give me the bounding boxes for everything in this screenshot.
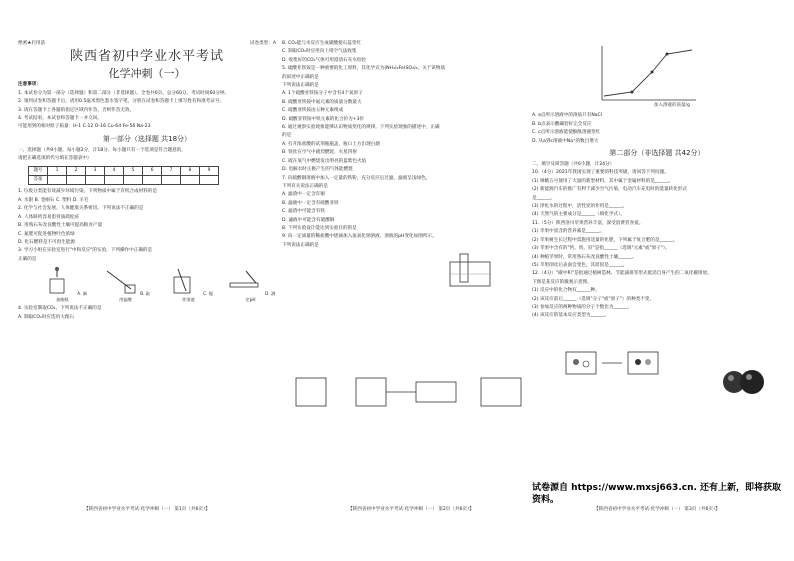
question-line: 的叙述中正确的是 [282,74,319,80]
question-line: (3) 苹果中含有的"钙、铁、锌"是指______（选填"元素"或"原子"）。 [532,246,670,252]
answer-cell[interactable] [181,176,200,185]
secret-label: 绝密★启用前 [18,41,46,46]
question-line: 二、填空及简答题（共6小题，计24分） [532,162,615,168]
answer-cell[interactable] [200,176,219,185]
question-line: (4) 天然气的主要成分是______（填化学式）。 [532,212,625,218]
question-line: (5) 苹果削皮后表面会变色，其原因是______。 [532,262,628,268]
answer-cell: 3 [86,166,105,175]
question-line: D. 硫酸亚铁铵中铁元素的化合价为+3价 [282,116,365,122]
page-1 [18,40,276,516]
exp-b-label: B. 取用盐酸 [119,291,150,303]
exam-title: 陕西省初中学业水平考试 [69,49,224,65]
question-line: 8. 下列实验设计能达到实验目的的是 [282,225,357,231]
apple-icon [720,366,768,396]
question-line: 9. 向一定质量的稀盐酸中逐滴加入氢氧化钠溶液，溶液的pH变化如图所示。 [282,234,437,240]
header-line [18,40,276,48]
question-line: (4) 种植苹果时，常用熟石灰改良酸性土壤______。 [532,254,637,260]
page-2 [282,40,540,516]
question-line: 1. 垃圾分类能有效减少环境污染。下列物质中属于有机合成材料的是 [18,189,158,195]
answer-cell: 5 [124,166,143,175]
question-line: B. 用熟石灰改良酸性土壤可提高粮食产量 [18,223,103,229]
page-3 [532,40,782,516]
answer-cell: 9 [200,166,219,175]
question-line: 2. 化学与社会发展、人体健康关系密切。下列说法不正确的是 [18,206,144,212]
question-line: 下图是某反应的微观示意图。 [532,279,592,285]
question-line: (2) 苹果树生长过程中需施用适量的化肥，下列属于复合肥的是______。 [532,237,678,243]
note-line: 3. 请在答题卡上各题的指定区域内作答，否则作答无效。 [18,107,135,113]
question-line: (1) 反应中的化合物有______种。 [532,288,600,294]
question-4 [18,305,276,322]
option-line: D. 从a到c溶液中Na⁺的数目增大 [532,138,599,144]
answer-cell[interactable] [67,176,86,185]
option-line: B. b点表示酸碱恰好完全反应 [532,121,592,127]
question-line: A. 水银 B. 金刚石 C. 塑料 D. 羊毛 [18,197,89,203]
paper-type: 试卷类型：A [249,41,276,46]
answer-cell[interactable] [162,176,181,185]
answer-cell[interactable]: 答案 [29,176,48,185]
question-line: B. CO₂能与水反应生成碳酸使石蕊变红 [282,41,362,46]
dropper-beaker-icon [38,267,76,295]
question-line: C. 硫在氧气中燃烧发出明亮的蓝紫色火焰 [282,158,367,164]
ph-paper-icon [226,267,264,295]
part1-description [18,147,276,164]
beaker-apparatus-icon [442,250,502,290]
question-line: A. 打开浓盐酸的试剂瓶瓶盖，瓶口上方出现白烟 [282,141,380,147]
question-line: (2) 该反应前后______（选填"分子"或"原子"）的种类不变。 [532,296,655,302]
option-line: C. c点所示溶液能使酚酞溶液变红 [532,130,601,136]
question-9-options [532,112,782,146]
question-line: 的是 [282,133,292,139]
question-line: A. 滤渣中一定含有铜 [282,192,325,198]
part2-heading: 第二部分（非选择题 共42分） [609,149,705,158]
question-line: 5. 硫酸亚铁铵是一种重要的化工原料，其化学式为(NH₄)₂Fe(SO₄)₂。关于该物质 [282,66,446,72]
pipette-icon [101,267,139,295]
answer-cell[interactable] [86,176,105,185]
note-line: 1. 本试卷分为第一部分（选择题）和第二部分（非选择题）。全卷共6页，总分60分。考试时间60分钟。 [18,90,230,96]
note-line: 可能用到的相对原子质量：H-1 C-12 O-16 Cu-64 Fe-56 Na-23 [18,124,151,130]
question-line: D. 收集好的CO₂气体可用澄清石灰水检验 [282,57,367,63]
footer-page-2: 【陕西省初中学业水平考试·化学冲刺（一） 第2页（共6页）】 [348,506,474,512]
question-line: 下列说法正确的是 [282,83,319,89]
questions-1-3 [18,188,276,264]
chart-x-label: 加入溶液的质量/g [654,103,690,108]
answer-cell[interactable] [143,176,162,185]
exp-d-label: D. 测定pH [245,291,276,303]
question-line: C. 硫酸亚铁铵由五种元素组成 [282,108,344,114]
questions-4-9 [282,40,540,250]
stirring-beaker-icon [164,267,202,295]
answer-cell[interactable] [124,176,143,185]
exp-d [225,267,276,303]
notes-list [18,90,276,132]
question-line: 3. 学习小组在实验室进行"中和反应"的实验，下列操作中正确的是 [18,248,153,254]
answer-cell: 4 [105,166,124,175]
part1-desc-line: 一、选择题（共9小题，每小题2分，计18分。每小题只有一个选项是符合题意的， [18,147,186,153]
notes-title: 注意事项： [18,82,41,88]
answer-cell: 题号 [29,166,48,175]
question-line: 下列说法正确的是 [282,242,319,248]
part1-heading: 第一部分（选择题 共18分） [102,134,192,143]
exp-b [99,267,152,303]
answer-cell: 2 [67,166,86,175]
answer-cell[interactable] [105,176,124,185]
question-line: B. 铁丝在空气中剧烈燃烧，火星四射 [282,150,357,156]
note-line: 4. 考试结束，本试卷和答题卡一并交回。 [18,116,102,122]
answer-cell: 1 [48,166,67,175]
question-line: A. 制取CO₂时应选用大理石 [18,314,74,320]
question-line: D. 电解水时正极产生的气体能燃烧 [282,167,353,173]
exp-c [162,267,215,303]
question-line: C. 氮肥可促进植物叶色浓绿 [18,231,75,237]
exp-c-label: C. 搅拌溶液 [182,291,213,303]
molecular-diagram [562,348,712,378]
question-line: C. 滤渣中可能含有铁 [282,209,325,215]
answer-table [28,166,219,186]
question-line: B. 滤液中一定含有硫酸亚铁 [282,200,339,206]
question-line: B. 硫酸亚铁铵中氮元素的质量分数最大 [282,99,362,105]
question-line: (3) 参加反应的两种物质的分子个数比为______。 [532,304,632,310]
part1-desc-line: 请把正确选项的代号填在答题表中） [18,156,92,162]
note-line: 2. 领到试卷和答题卡后，请用0.5毫米黑色墨水签字笔，分别在试卷和答题卡上填写姓名和准考证号。 [18,99,225,105]
question-line: C. 制取CO₂时应用向上排空气法收集 [282,49,357,55]
answer-cell: 7 [162,166,181,175]
question-line: 12.（4分）"碳中和"是指通过植树造林、节能减排等形式抵消自身产生的二氧化碳排放。 [532,271,712,277]
question-line: 7. 向硫酸铜溶液中加入一定量的铁粉，充分反应后过滤，滤液呈浅绿色。 [282,175,431,181]
exam-subtitle: 化学冲刺（一） [108,67,186,81]
question-line: 4. 实验室制取CO₂，下列说法不正确的是 [18,306,102,312]
answer-table-header [29,166,219,175]
answer-cell: 8 [181,166,200,175]
answer-table-answers [29,176,219,185]
experiment-design-figures [286,372,536,414]
question-line: D. 化石燃料是不可再生能源 [18,239,75,245]
part2-questions [532,161,782,321]
question-line: 正确的是 [18,256,37,262]
experiment-figures [36,267,276,303]
question-line: D. 滤液中可能含有硫酸铜 [282,217,335,223]
question-line: (3) 净化水的过程中，活性炭的作用是______。 [532,204,628,210]
footer-page-3: 【陕西省初中学业水平考试·化学冲刺（一） 第3页（共6页）】 [594,506,720,512]
question-line: (4) 该反应的基本反应类型为______。 [532,313,609,319]
question-line: 是______。 [532,195,555,201]
footer-page-1: 【陕西省初中学业水平考试·化学冲刺（一） 第1页（共6页）】 [84,506,210,512]
ph-curve-figure [592,42,702,108]
question-line: 10.（4分）2021年我国实现了重要的科技突破，请回答下列问题。 [532,170,669,176]
exp-a [36,267,89,303]
ad-banner[interactable]: 试卷源自 https://www.mxsj663.cn. 还有上新，即将获取资料。 [532,483,782,505]
answer-cell[interactable] [48,176,67,185]
option-line: A. a点所示溶液中的溶质只有NaCl [532,113,603,119]
question-line: (1) 嫦娥五号使用了大量的新型材料，其中属于金属材料的是______。 [532,178,674,184]
question-line: 6. 通过观察实验现象能够认识物质变化的规律。下列实验现象的描述中，正确 [282,125,440,131]
question-line: 11.（5分）陕西洛川苹果营养丰富，深受消费者喜爱。 [532,220,644,226]
question-line: A. 人体缺钙容易患骨质疏松症 [18,214,80,220]
question-line: (2) 新能源汽车的推广有利于减少空气污染，电动汽车充电时的能量转化形式 [532,187,687,193]
exp-a-label: A. 滴加酚酞 [56,291,87,303]
answer-cell: 6 [143,166,162,175]
question-line: A. 1个硫酸亚铁铵分子中含有4个氧原子 [282,91,363,97]
question-line: (1) 苹果中富含的营养素是______。 [532,229,605,235]
question-line: 下列有关说法正确的是 [282,183,328,189]
